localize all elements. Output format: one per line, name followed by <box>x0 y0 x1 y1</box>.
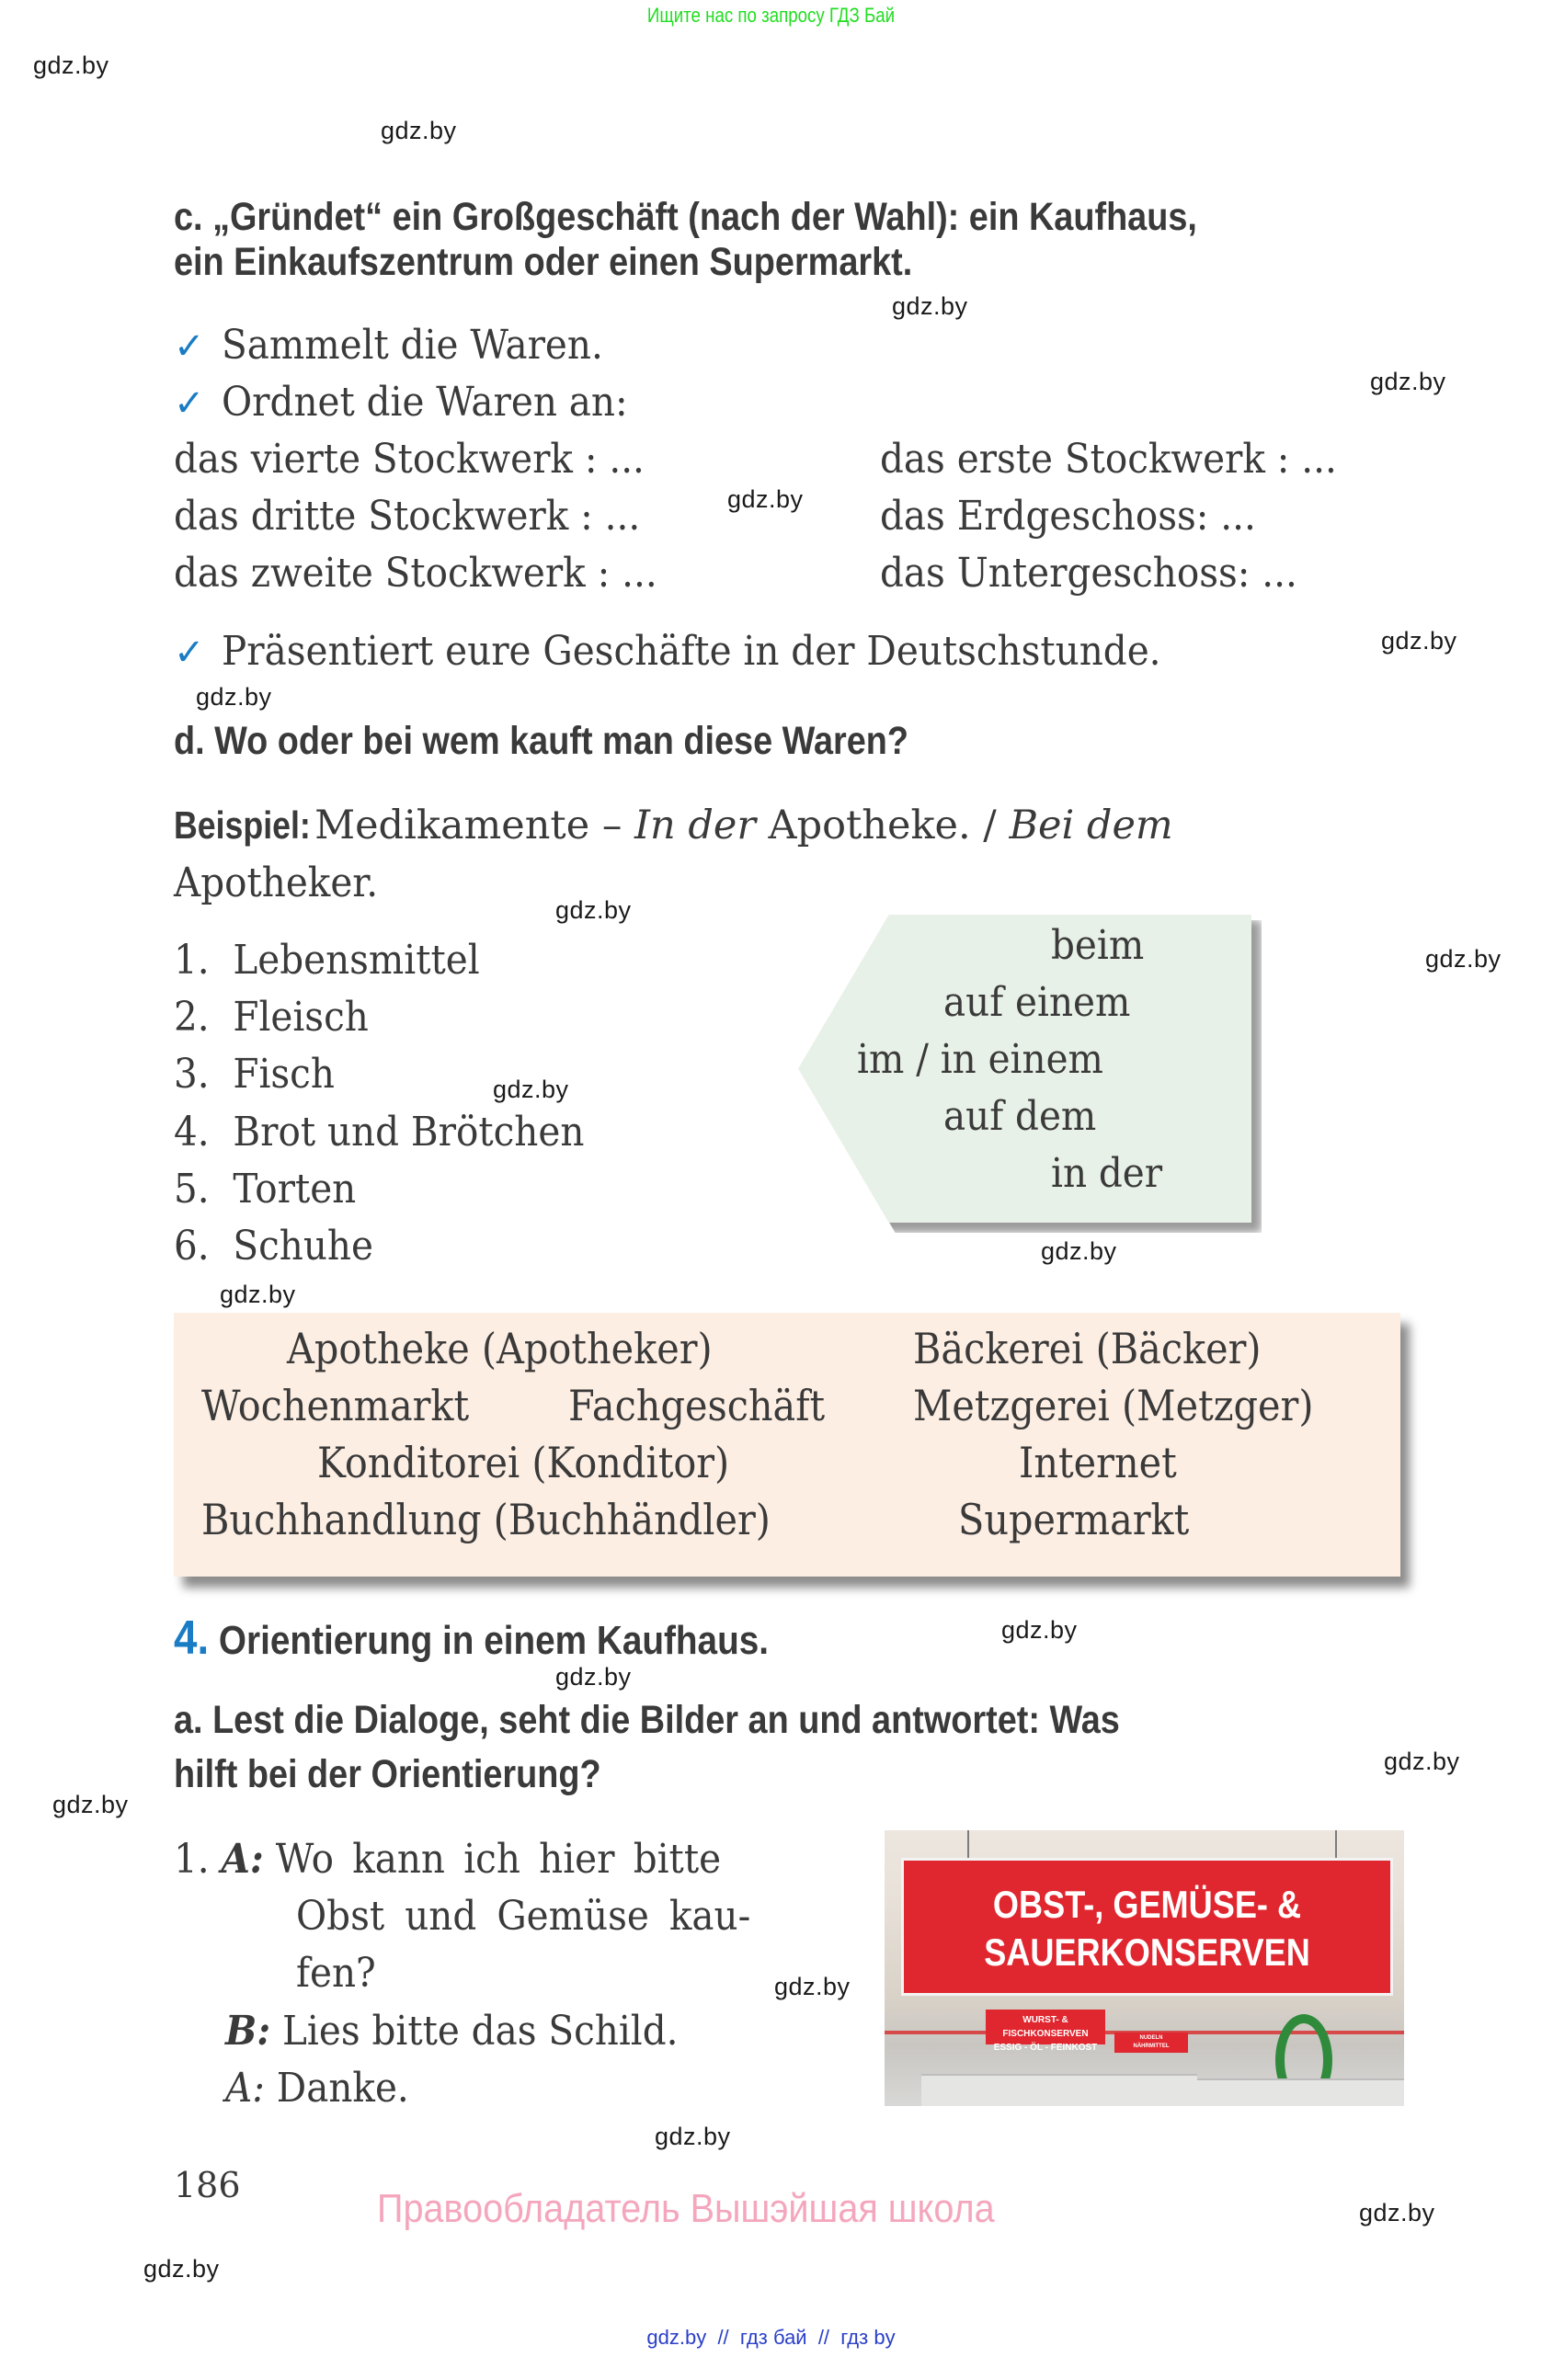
example-line2: Apotheker. <box>174 860 379 906</box>
main-sign-line2: SAUERKONSERVEN <box>984 1930 1310 1974</box>
dialogue-line: fen? <box>296 1950 376 1997</box>
task-c-heading-line2: ein Einkaufszentrum oder einen Supermarkt. <box>174 240 913 284</box>
list-item <box>174 1109 584 1156</box>
list-item <box>174 937 480 984</box>
watermark-text: gdz.by <box>143 2255 220 2283</box>
small-sign-text: ESSIG - ÖL - FEINKOST <box>993 2043 1098 2053</box>
floor-left-2: das dritte Stockwerk : ... <box>174 493 641 540</box>
dialogue-line <box>225 2008 679 2055</box>
supermarket-sign-photo <box>885 1830 1404 2106</box>
checklist-text: Präsentiert eure Geschäfte in der Deutschstunde. <box>221 628 1161 675</box>
list-number: 1. <box>174 937 210 984</box>
list-number: 6. <box>174 1223 210 1270</box>
watermark-text: gdz.by <box>52 1791 129 1818</box>
dialogue-line: Obst und Gemüse kau- <box>296 1893 751 1940</box>
sign-hanger <box>967 1830 969 1860</box>
task-4-heading <box>174 1611 769 1666</box>
list-number: 4. <box>174 1109 210 1156</box>
footer-links[interactable]: gdz.by // гдз бай // гдз by <box>646 2326 896 2349</box>
task-c-heading-line1: c. „Gründet“ ein Großgeschäft (nach der Wahl): ein Kaufhaus, <box>174 195 1197 239</box>
watermark-text: gdz.by <box>220 1281 296 1308</box>
copyright-notice: Правообладатель Вышэйшая школа <box>377 2186 995 2231</box>
checklist-text: Sammelt die Waren. <box>221 322 603 369</box>
checklist-item <box>174 379 663 426</box>
place-fachgeschaeft: Fachgeschäft <box>568 1381 826 1430</box>
place-konditorei: Konditorei (Konditor) <box>317 1438 730 1487</box>
example-italic: Bei dem <box>1009 803 1173 848</box>
checklist-item <box>174 322 635 369</box>
list-text: Schuhe <box>233 1223 373 1270</box>
watermark-text: gdz.by <box>655 2123 731 2150</box>
task-d-heading: d. Wo oder bei wem kauft man diese Waren? <box>174 719 909 763</box>
dialogue-number: 1. <box>174 1836 210 1883</box>
watermark-text: gdz.by <box>1359 2199 1435 2226</box>
watermark-text: gdz.by <box>1370 368 1446 395</box>
watermark-text: gdz.by <box>892 292 968 320</box>
list-text: Fisch <box>233 1051 335 1098</box>
watermark-text: gdz.by <box>196 683 272 711</box>
floor-left-1: das vierte Stockwerk : ... <box>174 436 645 483</box>
task-4a-line1: a. Lest die Dialoge, seht die Bilder an und antwortet: Was <box>174 1698 1120 1742</box>
speaker-b: B: <box>225 2008 271 2055</box>
place-wochenmarkt: Wochenmarkt <box>201 1381 470 1430</box>
watermark-text: gdz.by <box>727 485 804 513</box>
watermark-text: gdz.by <box>1381 627 1457 655</box>
preposition-in-der: in der <box>1051 1150 1163 1197</box>
check-icon: ✓ <box>174 632 205 674</box>
list-number: 2. <box>174 994 210 1041</box>
small-sign-nudeln <box>1114 2033 1188 2053</box>
watermark-text: gdz.by <box>493 1076 569 1103</box>
place-metzgerei: Metzgerei (Metzger) <box>913 1381 1314 1430</box>
watermark-text: gdz.by <box>1384 1748 1460 1775</box>
place-internet: Internet <box>1019 1438 1177 1487</box>
list-number: 5. <box>174 1166 210 1213</box>
main-sign-text <box>938 1881 1356 1976</box>
check-icon: ✓ <box>174 382 205 425</box>
watermark-text: gdz.by <box>33 51 109 79</box>
small-sign-wurst <box>986 2010 1105 2053</box>
watermark-text: gdz.by <box>555 1663 632 1691</box>
example-line <box>174 803 1173 848</box>
list-item <box>174 1051 335 1098</box>
watermark-text: gdz.by <box>1001 1616 1078 1644</box>
dialogue-text: Wo kann ich hier bitte <box>275 1836 722 1883</box>
page-number: 186 <box>174 2165 241 2205</box>
preposition-beim: beim <box>1051 922 1145 969</box>
preposition-im-in-einem: im / in einem <box>857 1036 1103 1083</box>
list-item <box>174 1223 373 1270</box>
check-icon: ✓ <box>174 325 205 368</box>
dialogue-line <box>174 1836 721 1883</box>
example-text: Apotheke. / <box>755 803 1010 848</box>
dialogue-text: Danke. <box>276 2065 409 2112</box>
watermark-text: gdz.by <box>1425 945 1502 973</box>
speaker-a: A: <box>225 2065 265 2112</box>
preposition-auf-einem: auf einem <box>943 979 1131 1026</box>
task-4a-line2: hilft bei der Orientierung? <box>174 1752 601 1796</box>
place-buchhandlung: Buchhandlung (Buchhändler) <box>201 1495 771 1544</box>
floor-right-2: das Erdgeschoss: ... <box>880 493 1256 540</box>
example-italic: In der <box>634 803 756 848</box>
small-sign-text: WURST- & FISCHKONSERVEN <box>1002 2015 1089 2039</box>
sign-hanger <box>1335 1830 1337 1860</box>
watermark-text: gdz.by <box>555 896 632 924</box>
dialogue-line <box>225 2065 409 2112</box>
floor-right-1: das erste Stockwerk : ... <box>880 436 1337 483</box>
checklist-item-present <box>174 628 1242 675</box>
task-number: 4. <box>174 1611 210 1665</box>
top-search-banner: Ищите нас по запросу ГДЗ Бай <box>646 4 896 27</box>
speaker-a: A: <box>221 1836 264 1883</box>
preposition-auf-dem: auf dem <box>943 1093 1097 1140</box>
small-sign-text: NÄHRMITTEL <box>1133 2044 1170 2049</box>
list-text: Lebensmittel <box>233 937 480 984</box>
main-sign-line1: OBST-, GEMÜSE- & <box>992 1883 1302 1926</box>
place-supermarkt: Supermarkt <box>958 1495 1190 1544</box>
list-text: Fleisch <box>233 994 369 1041</box>
place-baeckerei: Bäckerei (Bäcker) <box>913 1324 1262 1373</box>
watermark-text: gdz.by <box>774 1973 851 2000</box>
small-sign-text: NUDELN <box>1139 2035 1163 2041</box>
checklist-text: Ordnet die Waren an: <box>221 379 628 426</box>
list-item <box>174 1166 356 1213</box>
list-item <box>174 994 369 1041</box>
example-text: Medikamente – <box>314 803 634 848</box>
watermark-text: gdz.by <box>381 117 457 144</box>
shelf <box>921 2074 1197 2106</box>
floor-right-3: das Untergeschoss: ... <box>880 550 1297 597</box>
floor-left-3: das zweite Stockwerk : ... <box>174 550 657 597</box>
list-number: 3. <box>174 1051 210 1098</box>
shelf <box>1197 2078 1404 2106</box>
watermark-text: gdz.by <box>1041 1237 1117 1265</box>
list-text: Brot und Brötchen <box>233 1109 585 1156</box>
example-label: Beispiel: <box>174 803 311 847</box>
task-title: Orientierung in einem Kaufhaus. <box>218 1618 770 1663</box>
list-text: Torten <box>233 1166 357 1213</box>
place-apotheke: Apotheke (Apotheker) <box>287 1324 713 1373</box>
main-sign <box>901 1858 1393 1996</box>
dialogue-text: Lies bitte das Schild. <box>282 2008 679 2055</box>
